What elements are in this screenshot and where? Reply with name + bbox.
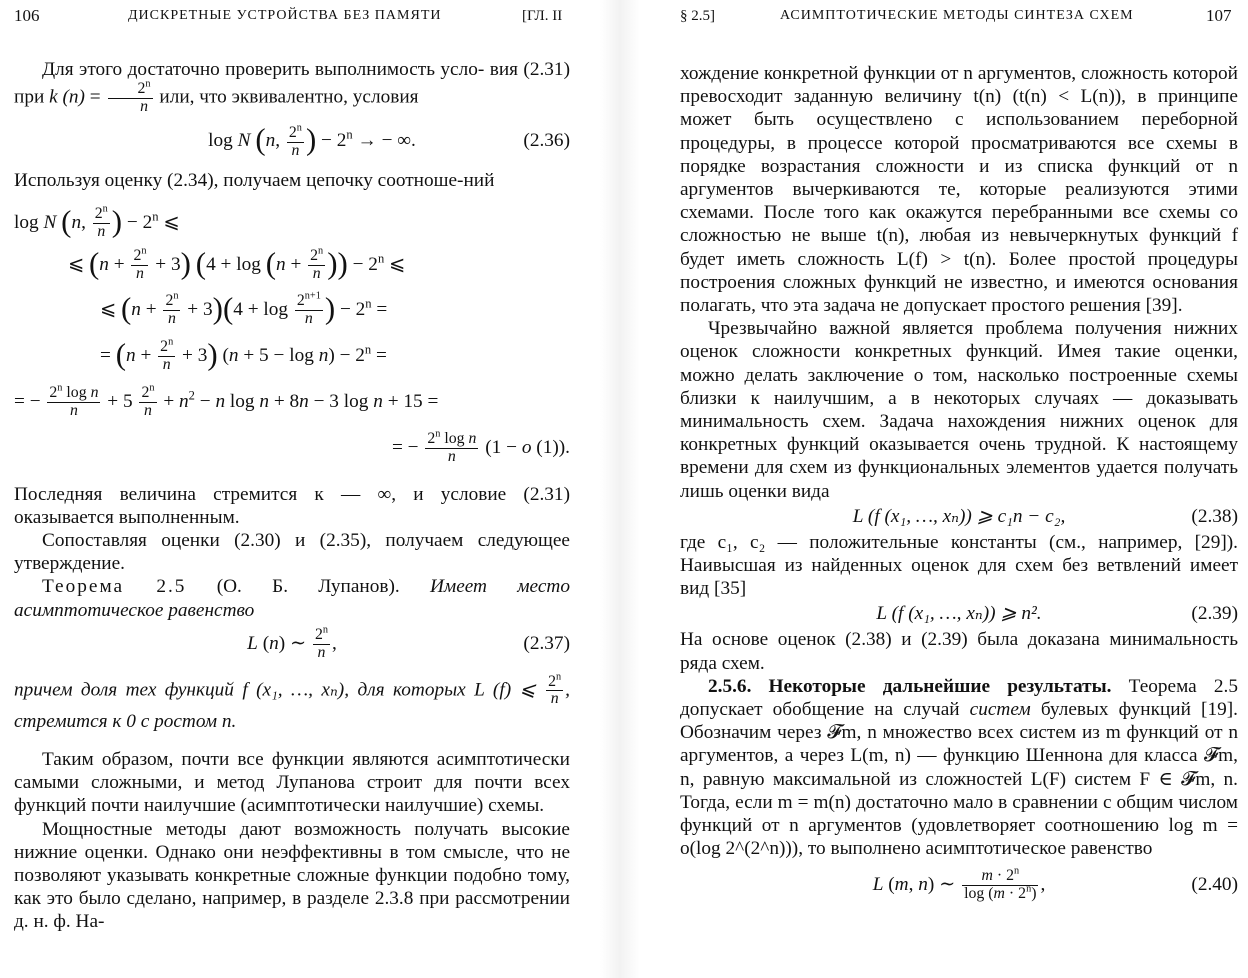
- equation-2-39: L (f (x₁, …, xₙ)) ⩾ n². (2.39): [680, 600, 1238, 628]
- paragraph: Чрезвычайно важной является проблема получения нижних оценок сложности конкретных функций. Имея такие оценки, можно делать заключение о том, насколько построенные схемы близки к наилучшим, а в некоторых случаях — доказывать минимальность схем. Задача нахождения нижних оценок для конкретных функций оказывается очень трудной. К настоящему времени для схем из функциональных элементов удается получать лишь оценки вида: [680, 318, 1238, 502]
- right-running-head: АСИМПТОТИЧЕСКИЕ МЕТОДЫ СИНТЕЗА СХЕМ: [780, 8, 1134, 23]
- right-page: [640, 0, 1248, 978]
- equation-line: = (n + $\frac{2^n}{n}$ + 3) $(n + 5 - \log n) - 2^n$ =: [100, 336, 387, 373]
- paragraph: Используя оценку (2.34), получаем цепочку соотноше-ний: [14, 170, 495, 192]
- equation-number: (2.36): [523, 130, 570, 152]
- right-page-number: 107: [1206, 6, 1232, 25]
- right-page-body: [680, 62, 1238, 907]
- left-page-body: [14, 58, 570, 934]
- paragraph: Для этого достаточно проверить выполнимость усло- вия (2.31) при k (n) = $\frac{2^n}{n}$ или, что эквивалентно, условия: [14, 59, 570, 115]
- paragraph: Последняя величина стремится к — ∞, и условие (2.31) оказывается выполненным.: [14, 483, 570, 528]
- equation-2-37: L (n) ∼ $\frac{2^n}{n}$ , (2.37): [14, 622, 570, 666]
- equation-number: (2.40): [1191, 873, 1238, 895]
- left-running-head: ДИСКРЕТНЫЕ УСТРОЙСТВА БЕЗ ПАМЯТИ: [128, 8, 442, 23]
- equation-line: = − $\frac{2^n \log n}{n}$ + 5 $\frac{2^n}{n}$ + $n^2 - n$ log n + 8n − 3 log n + 15 =: [14, 382, 439, 419]
- equation-line: ⩽ (n + $\frac{2^n}{n}$ + 3) (4 + log (n + $\frac{2^n}{n}$ )) − $2^n$ ⩽: [68, 245, 406, 282]
- paragraph: где c₁, c₂ — положительные константы (см., например, [29]). Наивысшая из найденных оценок для схем без ветвлений имеет вид [35]: [680, 531, 1238, 600]
- equation-2-38: L (f (x₁, …, xₙ)) ⩾ c₁n − c₂, (2.38): [680, 503, 1238, 531]
- paragraph: Сопоставляя оценки (2.30) и (2.35), получаем следующее утверждение.: [14, 530, 570, 575]
- theorem-paragraph: Теорема 2.5 (О. Б. Лупанов). Имеет место асимптотическое равенство: [14, 576, 570, 621]
- theorem-continuation: причем доля тех функций f (x₁, …, xₙ), для которых L (f) ⩽ $\frac{2^n}{n}$ , стремится к 0 с ростом n.: [14, 671, 570, 733]
- equation-line: = − $\frac{2^n \log n}{n}$ (1 − o (1)).: [391, 428, 570, 465]
- equation-2-36: log N (n, $\frac{2^n}{n}$ ) − $2^n$ → − ∞. (2.36): [14, 121, 570, 161]
- paragraph: хождение конкретной функции от n аргументов, сложность которой превосходит заданную величину t(n) (t(n) < L(n)), в принципе может быть осуществлено с использованием переборной процедуры, в процессе которой просматриваются все схемы в порядке возрастания сложности и из списка функций от n аргументов вычеркиваются те, которые реализуются этими схемами. После того как окажутся перебранными все схемы со сложностью не выше t(n), любая из невычеркнутых функций f будет иметь сложность L(f) > t(n). Более простой процедуры построения сложных функций не известно, и имеются основания полагать, что эта задача не допускает простого решения [39].: [680, 63, 1238, 317]
- left-page-header: [0, 6, 600, 32]
- left-page: [0, 0, 600, 978]
- paragraph: Таким образом, почти все функции являются асимптотически самыми сложными, и метод Лупанова строит для почти всех функций почти наилучшие (асимптотически наилучшие) схемы.: [14, 749, 570, 817]
- book-gutter: [600, 0, 640, 978]
- equation-number: (2.37): [523, 632, 570, 654]
- paragraph: На основе оценок (2.38) и (2.39) была доказана минимальность ряда схем.: [680, 629, 1238, 674]
- equation-number: (2.39): [1191, 603, 1238, 625]
- paragraph: Мощностные методы дают возможность получать высокие нижние оценки. Однако они неэффективны в том смысле, что не позволяют указывать конкретные сложные функции подобно тому, как это было сделано, например, в разделе 2.3.8 при рассмотрении д. н. ф. На-: [14, 818, 570, 933]
- left-page-number: 106: [14, 6, 40, 25]
- equation-number: (2.38): [1191, 505, 1238, 527]
- section-title: 2.5.6. Некоторые дальнейшие результаты.: [708, 675, 1112, 697]
- right-page-header: [640, 6, 1248, 32]
- section-paragraph: 2.5.6. Некоторые дальнейшие результаты. Теорема 2.5 допускает обобщение на случай систем булевых функций [19]. Обозначим через 𝓕m, n множество всех систем из m функций от n аргументов, а через L(m, n) — функцию Шеннона для класса 𝓕m, n, равную максимальной из сложностей L(F) систем F ∈ 𝓕m, n. Тогда, если m = m(n) достаточно мало в сравнении с общим числом функций от n аргументов (удовлетворяет соотношению log m = o(log 2^(2^n))), то выполнено асимптотическое равенство: [680, 675, 1239, 860]
- section-ref: § 2.5]: [680, 8, 715, 24]
- equation-2-40: L (m, n) ∼ $\frac{m \cdot 2^n}{\log (m \cdot 2^n)}$ , (2.40): [680, 863, 1238, 907]
- chapter-ref: [ГЛ. II: [522, 8, 563, 24]
- equation-line: log N (n, $\frac{2^n}{n}$ ) − $2^n$ ⩽: [14, 203, 180, 240]
- equation-line: ⩽ (n + $\frac{2^n}{n}$ + 3)(4 + log $\frac{2^{n+1}}{n}$ ) − $2^n$ =: [100, 290, 388, 327]
